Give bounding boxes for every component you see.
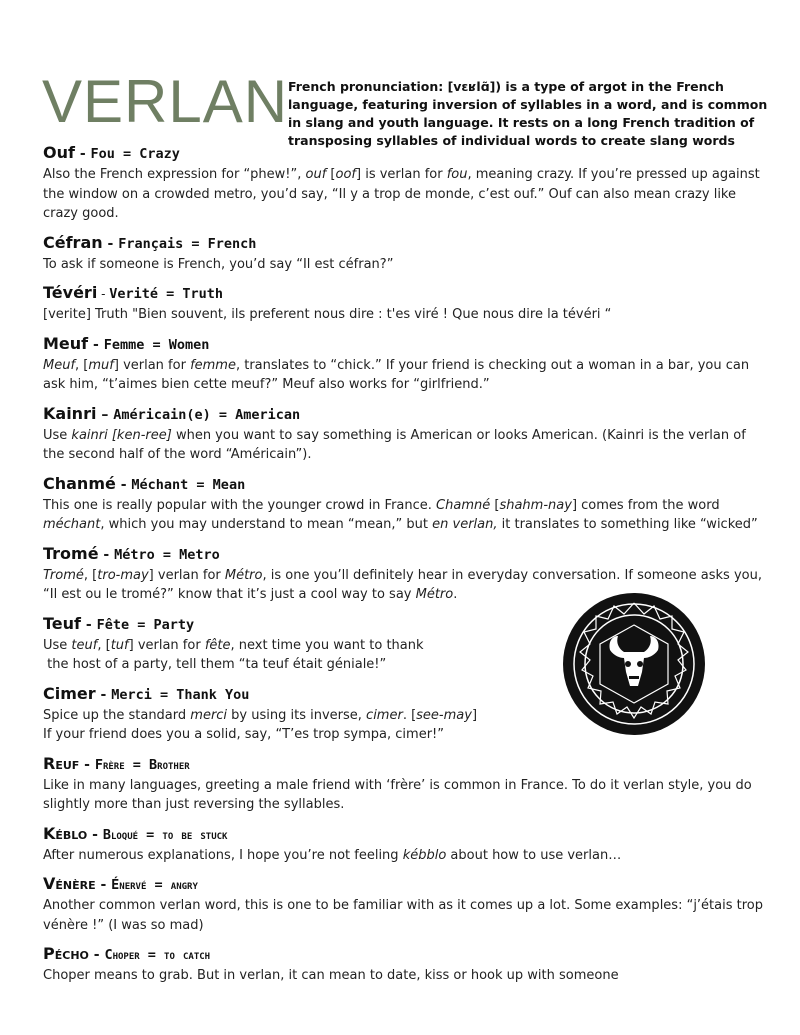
entry-description: Tromé, [tro-may] verlan for Métro, is one you’ll definitely hear in everyday conversation. If someone asks you, “Il est ou le tromé?” know that it’s just a cool way to say Métro. (43, 567, 762, 602)
entry-term: Ouf (43, 143, 75, 162)
entry-term: Reuf (43, 753, 80, 773)
entry-keblo (43, 823, 763, 866)
bull-skull-emblem-icon (562, 592, 706, 736)
entry-term: Kainri (43, 403, 97, 423)
entries-list (43, 142, 763, 994)
entry-gloss: Bloqué = to be stuck (102, 826, 228, 843)
entry-dash: - (74, 146, 91, 162)
entry-description: Use kainri [ken-ree] when you want to say something is American or looks American. (Kainri is the verlan of the second half of the word “Américain”). (43, 427, 746, 462)
entry-description: Use teuf, [tuf] verlan for fête, next time you want to thank the host of a party, tell them “ta teuf était géniale!” (43, 637, 424, 672)
entry-dash: - (87, 826, 103, 843)
entry-ouf (43, 142, 763, 224)
entry-dash: - (115, 476, 132, 493)
entry-cefran (43, 232, 763, 275)
entry-description: Also the French expression for “phew!”, ouf [oof] is verlan for fou, meaning crazy. If you’re pressed up against the window on a crowded metro, you’d say, “Il y a trop de monde, c’est ouf.” Ouf can also mean crazy like crazy good. (43, 167, 760, 221)
page-title: VERLAN (42, 68, 289, 135)
entry-dash: - (102, 235, 119, 252)
entry-heading (43, 232, 763, 255)
entry-term: Meuf (43, 333, 89, 353)
entry-heading (43, 403, 763, 426)
entry-gloss: Femme = Women (103, 336, 210, 353)
entry-dash: - (95, 686, 112, 703)
entry-heading (43, 473, 763, 496)
entry-description: After numerous explanations, I hope you’re not feeling kébblo about how to use verlan… (43, 847, 622, 863)
entry-dash: - (81, 616, 97, 633)
entry-gloss: Fou = Crazy (90, 146, 180, 162)
entry-description: [verite] Truth "Bien souvent, ils preferent nous dire : t'es viré ! Que nous dire la tévéri “ (43, 307, 612, 322)
entry-chanme (43, 473, 763, 535)
entry-heading (43, 333, 763, 356)
entry-term: Chanmé (43, 473, 116, 493)
entry-gloss: Énervé = angry (111, 877, 198, 893)
entry-dash: - (88, 336, 104, 353)
entry-description: Choper means to grab. But in verlan, it can mean to date, kiss or hook up with someone (43, 968, 619, 983)
entry-dash: - (79, 756, 95, 773)
entry-description: Spice up the standard merci by using its inverse, cimer. [see-may] If your friend does you a solid, say, “T’es trop sympa, cimer!” (43, 707, 478, 742)
entry-gloss: Français = French (118, 235, 257, 252)
entry-description: Meuf, [muf] verlan for femme, translates to “chick.” If your friend is checking out a woman in a bar, you can ask him, “t’aimes bien cette meuf?” Meuf also works for “girlfriend.” (43, 357, 750, 392)
entry-gloss: Frère = Brother (94, 756, 190, 773)
entry-dash: – (96, 406, 114, 423)
entry-teveri (43, 282, 763, 325)
entry-heading (43, 753, 763, 776)
entry-heading (43, 543, 763, 566)
entry-gloss: Métro = Metro (114, 546, 220, 563)
entry-gloss: Merci = Thank You (111, 686, 250, 703)
entry-term: Vénère (43, 874, 96, 893)
entry-venere (43, 873, 763, 935)
entry-heading (43, 873, 763, 896)
entry-description: To ask if someone is French, you’d say “Il est céfran?” (43, 256, 394, 272)
entry-pecho (43, 943, 763, 986)
entry-gloss: Fête = Party (96, 616, 195, 633)
entry-gloss: Méchant = Mean (131, 476, 246, 493)
entry-reuf (43, 753, 763, 815)
entry-dash: - (97, 287, 110, 301)
entry-description: Another common verlan word, this is one to be familiar with as it comes up a lot. Some examples: “j’étais trop vénère !” (I was so mad) (43, 898, 764, 933)
entry-term: Pécho (43, 944, 89, 963)
entry-dash: - (98, 546, 115, 563)
entry-heading (43, 823, 763, 846)
entry-dash: - (95, 877, 112, 893)
entry-description: This one is really popular with the younger crowd in France. Chamné [shahm-nay] comes from the word méchant, which you may understand to mean “mean,” but en verlan, it translates to something like “wicked” (43, 497, 758, 532)
entry-heading (43, 943, 763, 966)
entry-gloss: Américain(e) = American (113, 406, 301, 423)
entry-term: Cimer (43, 683, 96, 703)
entry-term: Tévéri (43, 283, 98, 302)
entry-heading (43, 142, 763, 165)
entry-term: Tromé (43, 543, 99, 563)
entry-term: Teuf (43, 613, 81, 633)
entry-term: Kéblo (43, 823, 88, 843)
entry-dash: - (88, 947, 105, 963)
intro-text: French pronunciation: [vɛʁlɑ̃]) is a type of argot in the French language, featuring inversion of syllables in a word, and is common in slang and youth language. It rests on a long French tradition of transposing syllables of individual words to create slang words (288, 79, 768, 148)
entry-term: Céfran (43, 232, 103, 252)
entry-meuf (43, 333, 763, 395)
entry-heading (43, 282, 763, 305)
entry-gloss: Verité = Truth (109, 286, 224, 302)
entry-gloss: Choper = to catch (104, 947, 211, 963)
entry-kainri (43, 403, 763, 465)
entry-description: Like in many languages, greeting a male friend with ‘frère’ is common in France. To do it verlan style, you do slightly more than just reversing the syllables. (43, 777, 752, 812)
